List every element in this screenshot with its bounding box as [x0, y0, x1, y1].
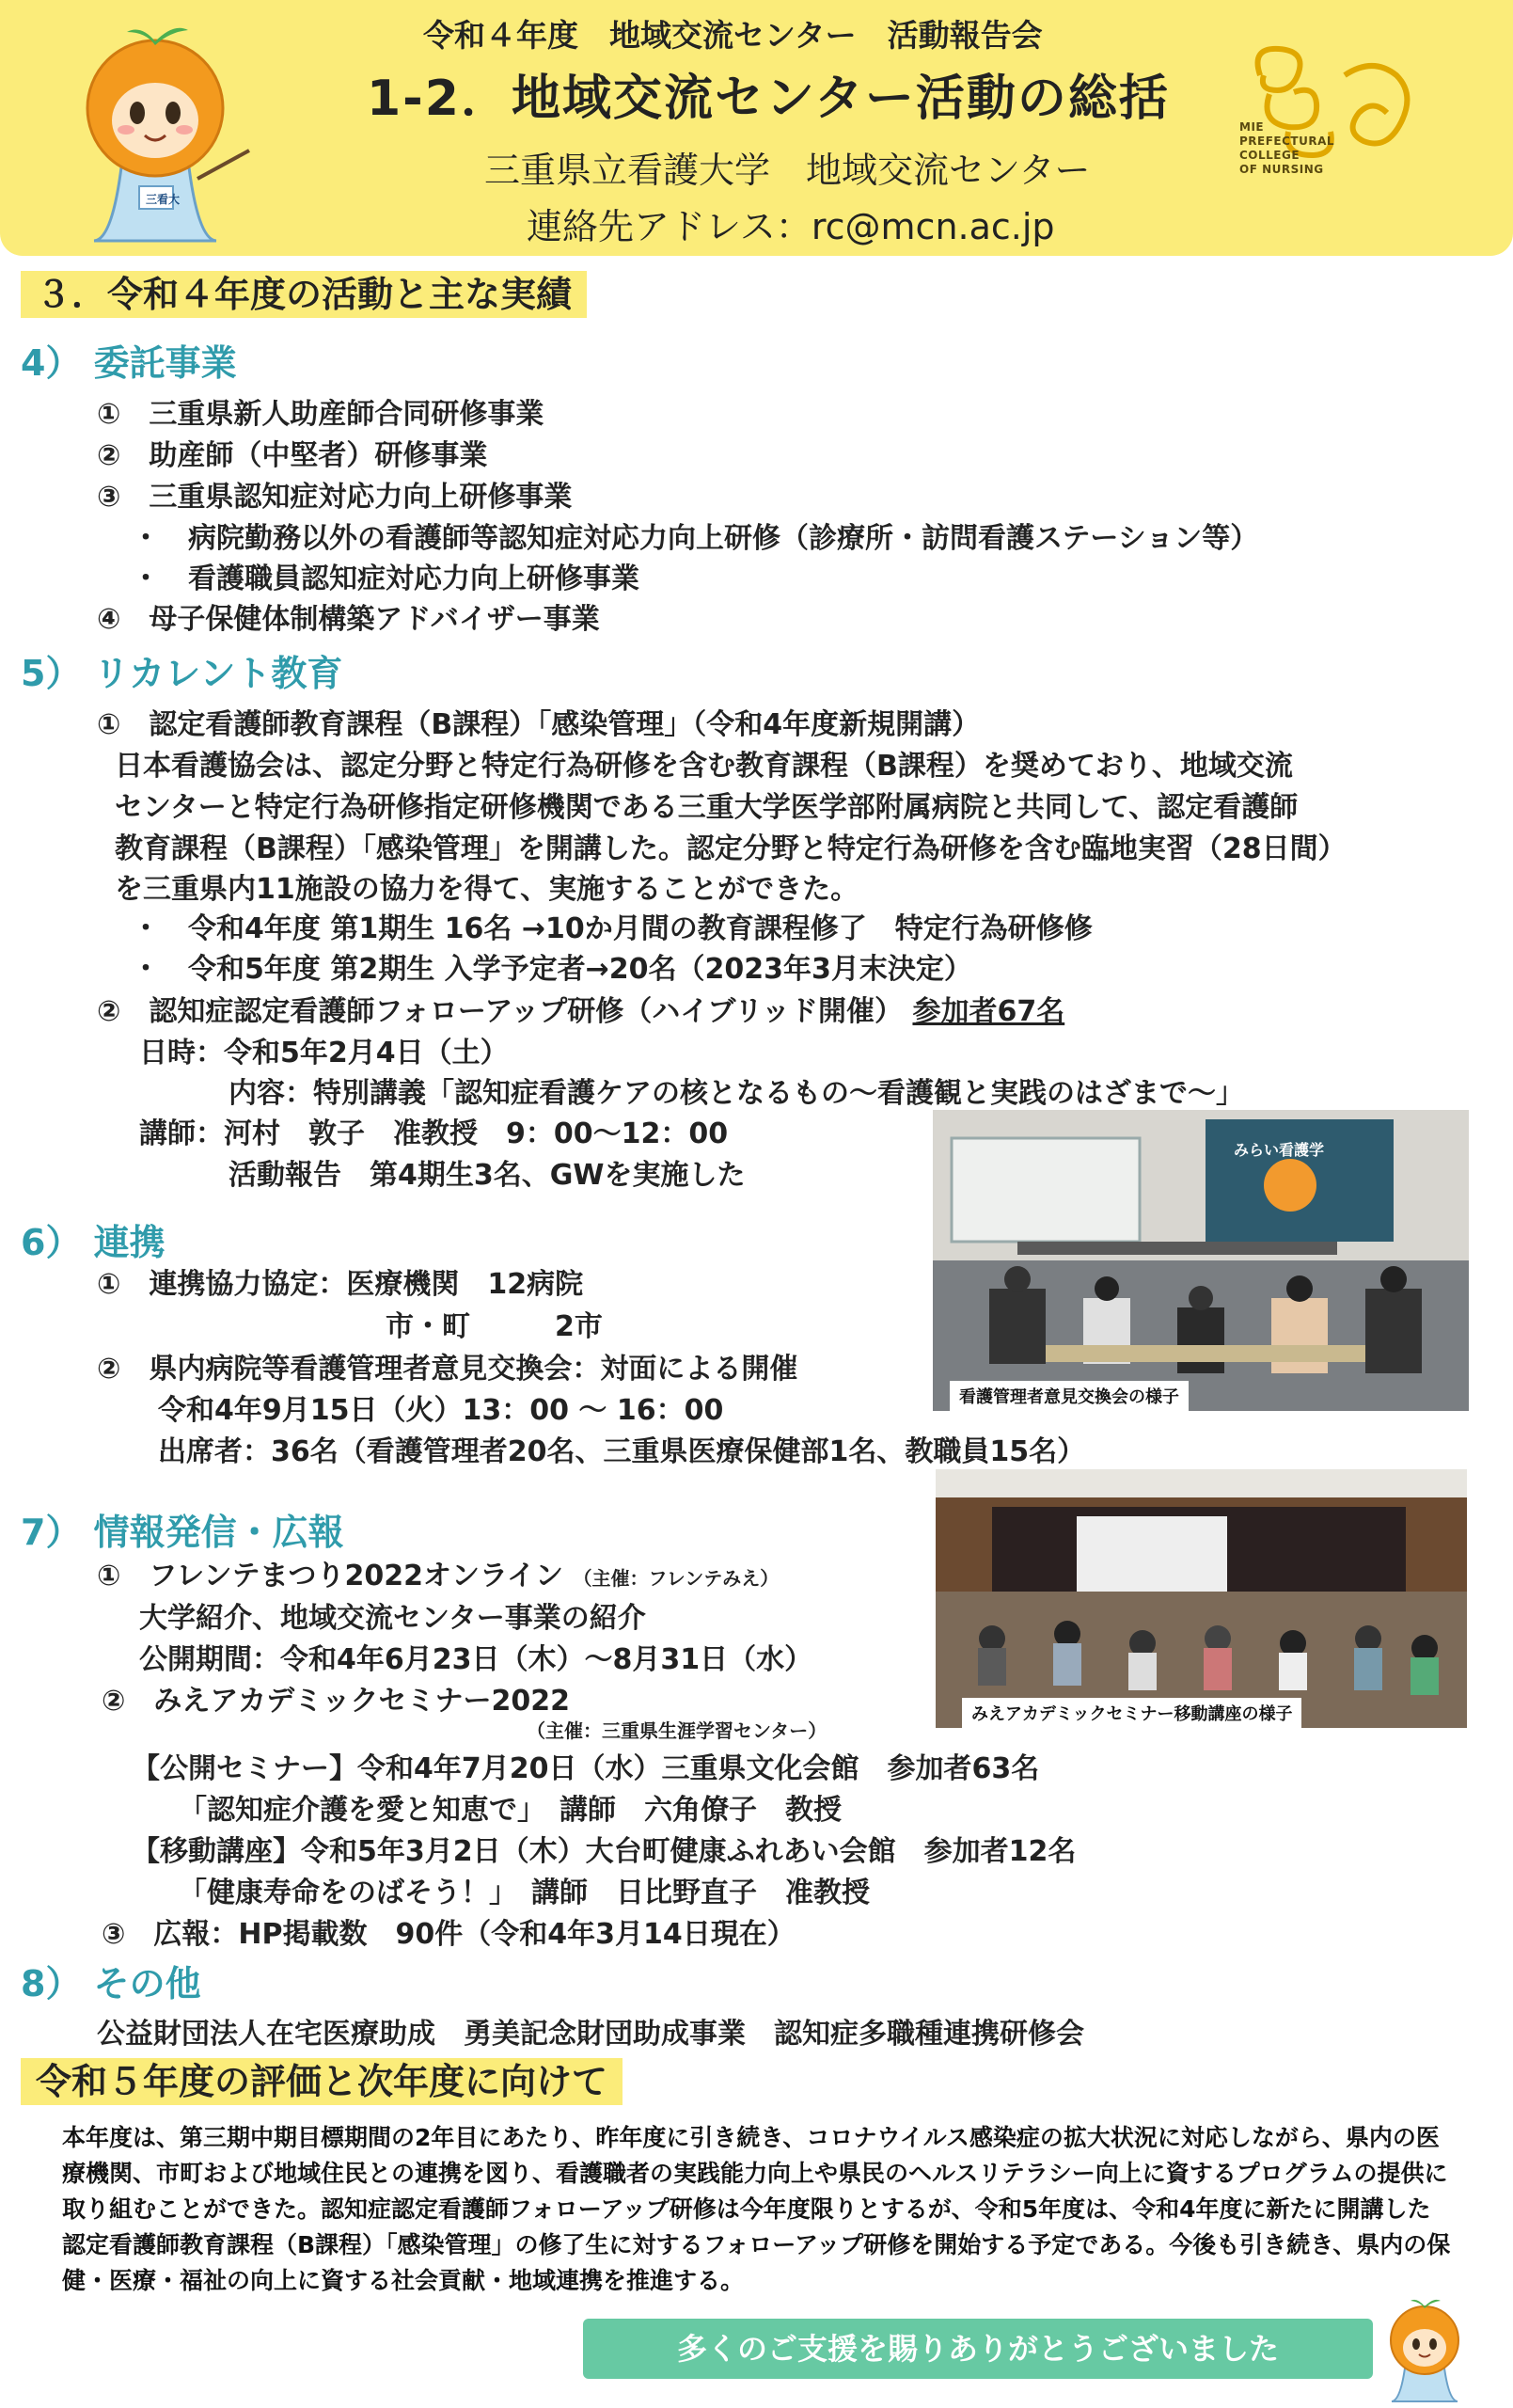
summary-text: 本年度は、第三期中期目標期間の2年目にあたり、昨年度に引き続き、コロナウイルス感染症の拡大状況に対応しながら、県内の医療機関、市町および地域住民との連携を図り、看護職者の実践能力向上や県民のヘルスリテラシー向上に資するプログラムの提供に取り組むことができた。認知症認定看護師フォローアップ研修は今年度限りとするが、令和5年度は、令和4年度に新たに開講した認定看護師教育課程（B課程）「感染管理」の修了生に対するフォローアップ研修を開始する予定である。今後も引き続き、県内の保健・医療・福祉の向上に資する社会貢献・地域連携を推進する。	[62, 2124, 1451, 2294]
header-banner	[0, 0, 1513, 256]
s6-date: 令和4年9月15日（火）13：00 ～ 16：00	[158, 1394, 724, 1427]
s7-item-1b: 公開期間：令和4年6月23日（木）～8月31日（水）	[139, 1643, 813, 1676]
s7-item-2: ② みえアカデミックセミナー2022	[102, 1685, 570, 1718]
event-title: 令和４年度 地域交流センター 活動報告会	[423, 17, 1043, 54]
summary-title: 令和５年度の評価と次年度に向けて	[21, 2058, 623, 2105]
seminar-photo-caption: みえアカデミックセミナー移動講座の様子	[962, 1698, 1301, 1728]
s4-item: ③ 三重県認知症対応力向上研修事業	[97, 481, 573, 514]
s5-item-1: ① 認定看護師教育課程（B課程）「感染管理」（令和4年度新規開講）	[97, 708, 981, 741]
section-8-title: 8） その他	[21, 1963, 201, 2004]
s7-item-1	[97, 1552, 779, 1593]
s4-item: ② 助産師（中堅者）研修事業	[97, 439, 488, 472]
s6-item-1: ① 連携協力協定：医療機関 12病院	[97, 1268, 584, 1301]
thanks-banner: 多くのご支援を賜りありがとうございました	[583, 2319, 1373, 2379]
s7-item-1-text: ① フレンテまつり2022オンライン	[97, 1560, 564, 1592]
meeting-slide-text: みらい看護学	[1234, 1141, 1325, 1159]
s5-paragraph-line: 日本看護協会は、認定分野と特定行為研修を含む教育課程（B課程）を奨めており、地域交流	[115, 750, 1293, 783]
s7-open-seminar: 【公開セミナー】令和4年7月20日（水）三重県文化会館 参加者63名	[132, 1752, 1040, 1785]
s5-content: 内容：特別講義「認知症看護ケアの核となるもの～看護観と実践のはざまで～」	[229, 1077, 1244, 1110]
s7-open-seminar-title: 「認知症介護を愛と知恵で」 講師 六角僚子 教授	[179, 1794, 842, 1827]
s4-item: ・ 病院勤務以外の看護師等認知症対応力向上研修（診療所・訪問看護ステーション等）	[132, 522, 1259, 555]
organization-name: 三重県立看護大学 地域交流センター	[484, 150, 1091, 191]
section-3-title: ３．令和４年度の活動と主な実績	[21, 271, 587, 318]
s8-text: 公益財団法人在宅医療助成 勇美記念財団助成事業 認知症多職種連携研修会	[97, 2018, 1084, 2051]
college-logo-text: MIE PREFECTURAL COLLEGE OF NURSING	[1239, 120, 1335, 176]
meeting-photo	[933, 1110, 1469, 1411]
s5-paragraph-line: を三重県内11施設の協力を得て、実施することができた。	[115, 873, 859, 906]
mascot-mikan-icon	[56, 19, 254, 245]
section-5-title: 5） リカレント教育	[21, 653, 343, 694]
meeting-photo-caption: 看護管理者意見交換会の様子	[950, 1381, 1189, 1411]
s5-paragraph-line: 教育課程（B課程）「感染管理」を開講した。認定分野と特定行為研修を含む臨地実習（28日間）	[115, 832, 1347, 865]
s5-item-2	[97, 988, 1064, 1029]
s5-paragraph-line: センターと特定行為研修指定研修機関である三重大学医学部附属病院と共同して、認定看護師	[115, 791, 1299, 824]
s5-date: 日時：令和5年2月4日（土）	[139, 1037, 509, 1069]
s5-item-2-participants: 参加者67名	[912, 995, 1065, 1028]
s5-bullet: ・ 令和4年度 第1期生 16名 →10か月間の教育課程修了 特定行為研修修	[132, 912, 1093, 945]
section-6-title: 6） 連携	[21, 1222, 165, 1263]
s5-lecturer: 講師：河村 敦子 准教授 9：00～12：00	[139, 1117, 729, 1150]
s5-bullet: ・ 令和5年度 第2期生 入学予定者→20名（2023年3月末決定）	[132, 953, 972, 986]
s4-item: ・ 看護職員認知症対応力向上研修事業	[132, 562, 639, 595]
s7-mobile-seminar: 【移動講座】令和5年3月2日（木）大台町健康ふれあい会館 参加者12名	[132, 1835, 1077, 1868]
s7-mobile-seminar-title: 「健康寿命をのばそう！」 講師 日比野直子 准教授	[179, 1877, 870, 1909]
page-title: 1-2．地域交流センター活動の総括	[367, 71, 1170, 127]
s6-item-2: ② 県内病院等看護管理者意見交換会：対面による開催	[97, 1353, 798, 1386]
contact-address: 連絡先アドレス：rc@mcn.ac.jp	[527, 206, 1055, 247]
s7-item-3: ③ 広報：HP掲載数 90件（令和4年3月14日現在）	[102, 1918, 796, 1951]
s7-item-1a: 大学紹介、地域交流センター事業の紹介	[139, 1602, 646, 1635]
s6-attendees: 出席者：36名（看護管理者20名、三重県医療保健部1名、教職員15名）	[158, 1435, 1086, 1468]
s4-item: ④ 母子保健体制構築アドバイザー事業	[97, 603, 600, 636]
s7-item-2-note: （主催：三重県生涯学習センター）	[527, 1719, 827, 1742]
mascot-badge: 三看大	[146, 193, 181, 206]
s4-item: ① 三重県新人助産師合同研修事業	[97, 398, 544, 431]
section-4-title: 4） 委託事業	[21, 342, 237, 384]
s5-item-2-text: ② 認知症認定看護師フォローアップ研修（ハイブリッド開催）	[97, 995, 903, 1028]
mascot-small-icon	[1373, 2295, 1476, 2403]
s5-report: 活動報告 第4期生3名、GWを実施した	[229, 1159, 746, 1192]
seminar-photo	[936, 1469, 1467, 1728]
section-7-title: 7） 情報発信・広報	[21, 1512, 344, 1553]
s7-item-1-note: （主催：フレンテみえ）	[573, 1567, 780, 1590]
s6-item-1b: 市・町 2市	[386, 1310, 603, 1343]
